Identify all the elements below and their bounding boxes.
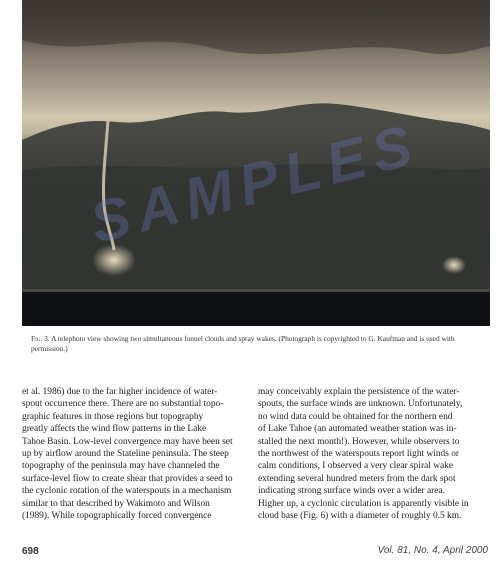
figure-photo: [22, 0, 490, 326]
body-line: the northwest of the waterspouts report light winds or: [258, 449, 460, 460]
body-column-right: [258, 386, 480, 522]
body-line: spouts, the surface winds are unknown. Unfortunately,: [258, 399, 463, 410]
body-line: cloud base (Fig. 6) with a diameter of roughly 0.5 km.: [258, 511, 462, 522]
body-line: similar to that described by Wakimoto and Wilson: [22, 498, 210, 509]
body-line: calm conditions, I observed a very clear spiral wake: [258, 461, 453, 472]
body-line: stalled the next month!). However, while observers to: [258, 436, 460, 447]
spray-wake-right: [442, 256, 466, 274]
body-line: graphic features in those regions but topography: [22, 411, 204, 422]
body-line: extending several hundred meters from the dark spot: [258, 473, 456, 484]
body-line: spout occurrence there. There are no substantial topo-: [22, 399, 224, 410]
body-line: surface-level flow to create shear that provides a seed to: [22, 473, 233, 484]
body-line: topography of the peninsula may have channeled the: [22, 461, 220, 472]
spray-wake-left: [92, 244, 136, 276]
body-line: (1989). While topographically forced convergence: [22, 511, 212, 522]
body-line: no wind data could be obtained for the northern end: [258, 411, 453, 422]
figure-label: Fig. 3.: [31, 334, 50, 343]
figure-caption-text: A telephoto view showing two simultaneous funnel clouds and spray wakes. (Photograph is copyrighted to G. Kaufman and is used with permission.): [31, 334, 455, 353]
body-line: Tahoe Basin. Low-level convergence may have been set: [22, 436, 233, 447]
lake-surface: [22, 292, 490, 326]
body-line: et al. 1986) due to the far higher incidence of water-: [22, 387, 218, 397]
samples-watermark: SAMPLES: [83, 111, 427, 256]
body-line: up by airflow around the Stateline peninsula. The steep: [22, 449, 229, 460]
body-line: Higher up, a cyclonic circulation is apparently visible in: [258, 498, 469, 509]
journal-issue: Vol. 81, No. 4, April 2000: [377, 545, 488, 556]
body-line: may conceivably explain the persistence of the water-: [258, 387, 460, 397]
body-line: greatly affects the wind flow patterns in the Lake: [22, 424, 207, 435]
photo-illustration: [22, 0, 490, 326]
body-line: indicating strong surface winds over a wider area.: [258, 486, 445, 497]
body-column-left: [22, 386, 244, 522]
figure-caption: [31, 334, 491, 354]
shoreline: [22, 289, 490, 292]
body-line: the cyclonic rotation of the waterspouts in a mechanism: [22, 486, 232, 497]
body-line: of Lake Tahoe (an automated weather station was in-: [258, 424, 457, 435]
page-number: 698: [22, 546, 39, 557]
